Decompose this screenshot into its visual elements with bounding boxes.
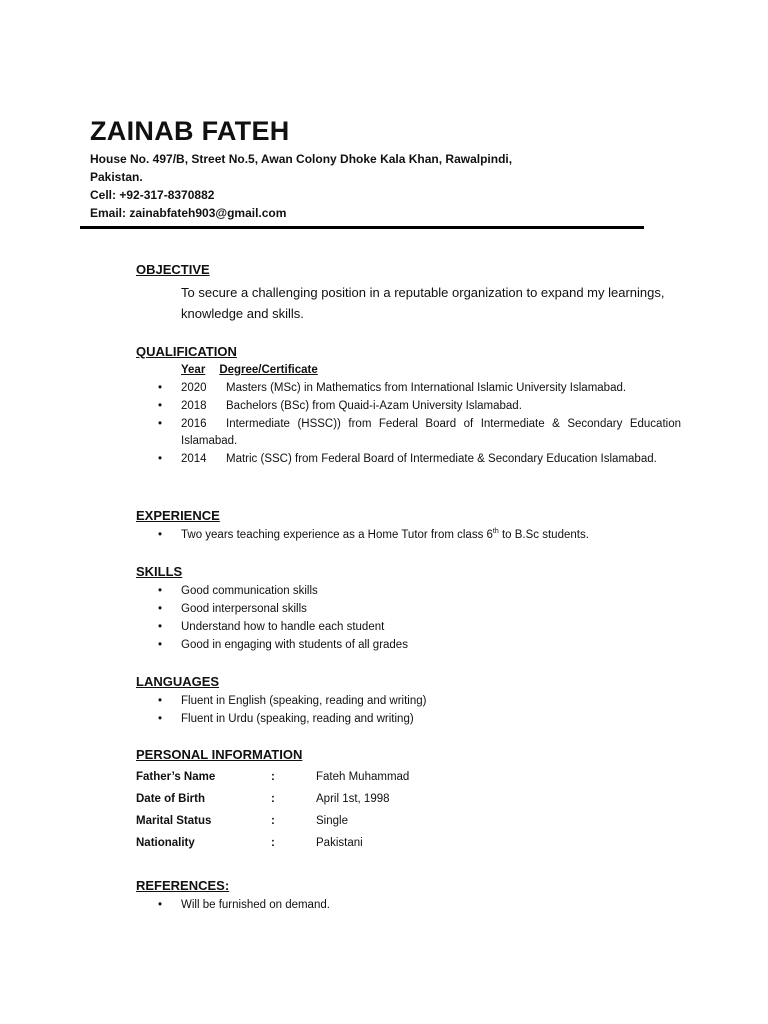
experience-list [136, 526, 681, 544]
experience-heading: EXPERIENCE [136, 508, 220, 523]
qualification-section [136, 343, 681, 468]
year-column-header: Year [181, 364, 206, 376]
skills-heading: SKILLS [136, 564, 183, 579]
experience-text-end: to B.Sc students. [498, 529, 589, 541]
list-item [136, 618, 681, 636]
list-item [136, 582, 681, 600]
qualification-row [136, 416, 681, 450]
bullet-icon: • [158, 418, 163, 430]
qualification-text: Matric (SSC) from Federal Board of Intermediate & Secondary Education Islamabad. [226, 453, 657, 465]
bullet-icon: • [158, 621, 163, 633]
qualification-year: 2020 [181, 382, 207, 394]
bullet-icon: • [158, 695, 163, 707]
language-text: Fluent in Urdu (speaking, reading and writing) [181, 713, 414, 725]
languages-heading: LANGUAGES [136, 674, 220, 689]
info-value: Pakistani [316, 837, 363, 849]
ordinal-suffix: th [492, 528, 499, 536]
info-separator: : [271, 771, 275, 783]
info-label: Date of Birth [136, 793, 205, 805]
qualification-row [136, 451, 681, 468]
address-line-2: Pakistan. [90, 170, 143, 184]
personal-info-section [136, 746, 681, 854]
skill-text: Good communication skills [181, 585, 318, 597]
info-label: Marital Status [136, 815, 212, 827]
email-address: Email: zainabfateh903@gmail.com [90, 206, 287, 220]
bullet-icon: • [158, 453, 163, 465]
skills-list [136, 582, 681, 654]
info-label: Nationality [136, 837, 195, 849]
list-item [136, 710, 681, 728]
cell-number: Cell: +92-317-8370882 [90, 188, 215, 202]
info-value: Single [316, 815, 348, 827]
qualification-column-headers [136, 361, 681, 379]
qualification-text: Bachelors (BSc) from Quaid-i-Azam University Islamabad. [226, 400, 522, 412]
bullet-icon: • [158, 529, 163, 541]
skill-text: Good in engaging with students of all grades [181, 639, 408, 651]
bullet-icon: • [158, 713, 163, 725]
skills-section [136, 563, 681, 654]
objective-section [136, 261, 681, 324]
skill-text: Understand how to handle each student [181, 621, 385, 633]
reference-text: Will be furnished on demand. [181, 899, 330, 911]
table-row [136, 832, 409, 854]
info-separator: : [271, 793, 275, 805]
languages-section [136, 673, 681, 728]
references-section [136, 877, 681, 914]
bullet-icon: • [158, 639, 163, 651]
degree-column-header: Degree/Certificate [219, 364, 318, 376]
list-item [136, 692, 681, 710]
bullet-icon: • [158, 382, 163, 394]
bullet-icon: • [158, 400, 163, 412]
list-item [136, 896, 681, 914]
list-item [136, 526, 681, 544]
address-line-1: House No. 497/B, Street No.5, Awan Colony Dhoke Kala Khan, Rawalpindi, [90, 152, 513, 166]
objective-text: To secure a challenging position in a reputable organization to expand my learnings, knowledge and skills. [181, 285, 665, 321]
objective-heading: OBJECTIVE [136, 262, 210, 277]
contact-block [90, 150, 512, 222]
info-label: Father’s Name [136, 771, 216, 783]
candidate-name: ZAINAB FATEH [90, 116, 290, 146]
references-heading: REFERENCES: [136, 878, 230, 893]
qualification-text: Masters (MSc) in Mathematics from International Islamic University Islamabad. [226, 382, 627, 394]
info-value: Fateh Muhammad [316, 771, 410, 783]
language-text: Fluent in English (speaking, reading and writing) [181, 695, 427, 707]
info-separator: : [271, 815, 275, 827]
qualification-text: Intermediate (HSSC)) from Federal Board of Intermediate & Secondary Education Islamabad. [181, 418, 681, 447]
bullet-icon: • [158, 585, 163, 597]
qualification-year: 2014 [181, 453, 207, 465]
info-value: April 1st, 1998 [316, 793, 390, 805]
references-list [136, 896, 681, 914]
qualification-year: 2018 [181, 400, 207, 412]
personal-info-heading: PERSONAL INFORMATION [136, 747, 303, 762]
skill-text: Good interpersonal skills [181, 603, 307, 615]
personal-info-table [136, 766, 409, 854]
qualification-row [136, 380, 681, 397]
languages-list [136, 692, 681, 728]
table-row [136, 766, 409, 788]
info-separator: : [271, 837, 275, 849]
qualification-year: 2016 [181, 418, 207, 430]
list-item [136, 636, 681, 654]
experience-text-start: Two years teaching experience as a Home Tutor from class 6 [181, 529, 493, 541]
table-row [136, 810, 409, 832]
list-item [136, 600, 681, 618]
bullet-icon: • [158, 899, 163, 911]
experience-section [136, 507, 681, 544]
qualification-row [136, 398, 681, 415]
table-row [136, 788, 409, 810]
header-divider [80, 226, 644, 229]
qualification-heading: QUALIFICATION [136, 344, 237, 359]
bullet-icon: • [158, 603, 163, 615]
